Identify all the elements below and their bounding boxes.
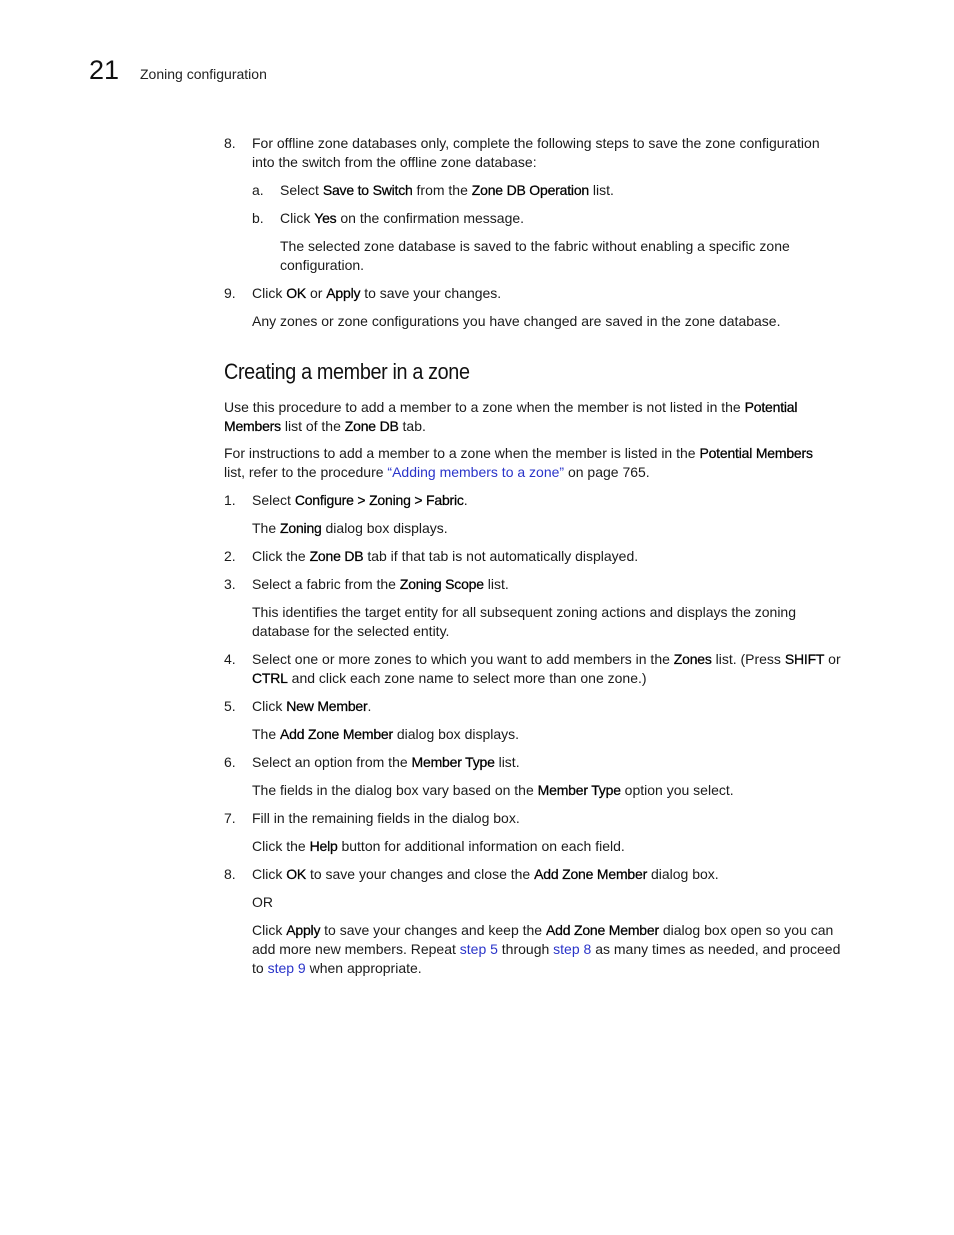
step-link[interactable]: step 9 bbox=[267, 960, 306, 976]
text-run: Use this procedure to add a member to a zone when the member is not listed in the bbox=[224, 399, 745, 415]
text-run: Select bbox=[252, 492, 295, 508]
text-run: Select bbox=[280, 182, 323, 198]
cross-reference-link[interactable]: “Adding members to a zone” bbox=[387, 464, 565, 480]
text-run: Click the bbox=[252, 548, 310, 564]
step-note: database for the selected entity. bbox=[252, 623, 450, 639]
substep-text bbox=[280, 181, 614, 200]
step-number: 7. bbox=[224, 810, 236, 826]
step-number: 8. bbox=[224, 866, 236, 882]
text-run: option you select. bbox=[620, 782, 734, 798]
ui-term: CTRL bbox=[252, 670, 288, 686]
step-number: 2. bbox=[224, 548, 236, 564]
step-note bbox=[252, 725, 519, 744]
text-run: Select an option from the bbox=[252, 754, 412, 770]
text-run: Click bbox=[252, 922, 287, 938]
ui-term: Zones bbox=[673, 651, 712, 667]
text-run: on page 765. bbox=[564, 464, 650, 480]
text-run: or bbox=[306, 285, 327, 301]
ui-term: OK bbox=[286, 285, 307, 301]
text-run: tab if that tab is not automatically displayed. bbox=[363, 548, 639, 564]
step-number: 5. bbox=[224, 698, 236, 714]
step-text bbox=[252, 575, 509, 594]
step-number: 6. bbox=[224, 754, 236, 770]
text-run: Click bbox=[252, 866, 287, 882]
section-heading: Creating a member in a zone bbox=[224, 359, 470, 384]
text-run: The bbox=[252, 520, 281, 536]
chapter-number: 21 bbox=[89, 55, 120, 85]
text-run: add more new members. Repeat bbox=[252, 941, 460, 957]
intro-paragraph bbox=[224, 417, 426, 436]
step-text bbox=[252, 697, 371, 716]
ui-term: Yes bbox=[314, 210, 337, 226]
text-run: list. bbox=[589, 182, 614, 198]
step-note bbox=[252, 519, 448, 538]
step-note bbox=[252, 921, 833, 940]
step-text bbox=[252, 547, 638, 566]
ui-term: Configure > Zoning > Fabric bbox=[294, 492, 464, 508]
ui-term: Member Type bbox=[411, 754, 495, 770]
step-number: 4. bbox=[224, 651, 236, 667]
text-run: The fields in the dialog box vary based on the bbox=[252, 782, 538, 798]
chapter-title: Zoning configuration bbox=[140, 66, 267, 82]
text-run: For instructions to add a member to a zone when the member is listed in the bbox=[224, 445, 700, 461]
text-run: . bbox=[463, 492, 468, 508]
intro-paragraph bbox=[224, 463, 650, 482]
text-run: list of the bbox=[280, 418, 345, 434]
substep-note: configuration. bbox=[280, 257, 365, 273]
ui-term: New Member bbox=[286, 698, 368, 714]
step-text: For offline zone databases only, complete the following steps to save the zone configuration bbox=[252, 135, 820, 151]
ui-term: Save to Switch bbox=[322, 182, 413, 198]
intro-paragraph bbox=[224, 398, 797, 417]
ui-term: Member Type bbox=[537, 782, 621, 798]
ui-term: Zoning Scope bbox=[399, 576, 484, 592]
step-number: 8. bbox=[224, 135, 236, 151]
step-text: Fill in the remaining fields in the dialog box. bbox=[252, 810, 520, 826]
ui-term: Zone DB bbox=[344, 418, 399, 434]
text-run: Click bbox=[252, 698, 287, 714]
text-run: to save your changes and close the bbox=[306, 866, 535, 882]
text-run: to save your changes. bbox=[360, 285, 502, 301]
step-note bbox=[252, 959, 422, 978]
text-run: to bbox=[252, 960, 268, 976]
text-run: dialog box displays. bbox=[392, 726, 520, 742]
step-note bbox=[252, 837, 625, 856]
ui-term: OK bbox=[286, 866, 307, 882]
step-link[interactable]: step 5 bbox=[459, 941, 498, 957]
step-text bbox=[252, 491, 468, 510]
ui-term: Apply bbox=[326, 285, 361, 301]
text-run: Click bbox=[252, 285, 287, 301]
step-number: 9. bbox=[224, 285, 236, 301]
text-run: when appropriate. bbox=[305, 960, 422, 976]
ui-term: Potential bbox=[744, 399, 798, 415]
text-run: Select one or more zones to which you want to add members in the bbox=[252, 651, 674, 667]
text-run: to save your changes and keep the bbox=[320, 922, 546, 938]
ui-term: Add Zone Member bbox=[545, 922, 659, 938]
step-text bbox=[252, 753, 520, 772]
text-run: dialog box displays. bbox=[321, 520, 448, 536]
text-run: button for additional information on each field. bbox=[337, 838, 625, 854]
ui-term: Potential Members bbox=[699, 445, 813, 461]
text-run: or bbox=[824, 651, 841, 667]
step-link[interactable]: step 8 bbox=[553, 941, 592, 957]
text-run: and click each zone name to select more than one zone.) bbox=[287, 670, 647, 686]
text-run: . bbox=[367, 698, 372, 714]
text-run: dialog box. bbox=[647, 866, 719, 882]
text-run: as many times as needed, and proceed bbox=[591, 941, 841, 957]
ui-term: Add Zone Member bbox=[280, 726, 393, 742]
ui-term: Help bbox=[309, 838, 338, 854]
ui-term: Apply bbox=[286, 922, 321, 938]
intro-paragraph bbox=[224, 444, 813, 463]
substep-letter: a. bbox=[252, 182, 264, 198]
text-run: on the confirmation message. bbox=[336, 210, 525, 226]
text-run: Click the bbox=[252, 838, 310, 854]
ui-term: Add Zone Member bbox=[534, 866, 648, 882]
step-text: into the switch from the offline zone database: bbox=[252, 154, 537, 170]
text-run: from the bbox=[412, 182, 472, 198]
step-text bbox=[252, 650, 841, 669]
substep-note: The selected zone database is saved to the fabric without enabling a specific zone bbox=[280, 238, 790, 254]
step-number: 3. bbox=[224, 576, 236, 592]
substep-letter: b. bbox=[252, 210, 264, 226]
step-text bbox=[252, 669, 647, 688]
text-run: The bbox=[252, 726, 281, 742]
ui-term: Zone DB Operation bbox=[471, 182, 589, 198]
text-run: list. bbox=[494, 754, 520, 770]
text-run: list. (Press bbox=[711, 651, 785, 667]
step-note bbox=[252, 940, 840, 959]
step-note: This identifies the target entity for all subsequent zoning actions and displays the zoning bbox=[252, 604, 796, 620]
text-run: list, refer to the procedure bbox=[224, 464, 388, 480]
step-number: 1. bbox=[224, 492, 236, 508]
text-run: tab. bbox=[398, 418, 426, 434]
step-text bbox=[252, 284, 501, 303]
ui-term: Zoning bbox=[280, 520, 322, 536]
step-note: OR bbox=[252, 894, 273, 910]
text-run: Select a fabric from the bbox=[252, 576, 400, 592]
substep-text bbox=[280, 209, 524, 228]
text-run: through bbox=[497, 941, 554, 957]
text-run: Click bbox=[280, 210, 315, 226]
text-run: dialog box open so you can bbox=[658, 922, 834, 938]
step-note bbox=[252, 781, 734, 800]
step-text bbox=[252, 865, 719, 884]
step-note: Any zones or zone configurations you have changed are saved in the zone database. bbox=[252, 313, 781, 329]
ui-term: Members bbox=[224, 418, 281, 434]
text-run: list. bbox=[483, 576, 509, 592]
ui-term: Zone DB bbox=[309, 548, 364, 564]
ui-term: SHIFT bbox=[784, 651, 825, 667]
